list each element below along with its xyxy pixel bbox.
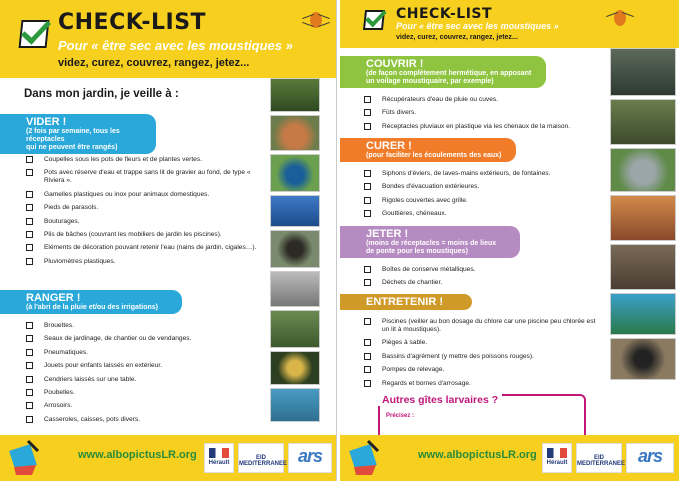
checklist-item[interactable]: Pots avec réserve d'eau et trappe sans lit de gravier au fond, de type « Riviera ».: [26, 169, 266, 185]
section-subtitle: de ponte pour les moustiques): [366, 248, 468, 255]
checklist-item[interactable]: Bassins d'agrément (y mettre des poissons rouges).: [364, 353, 602, 361]
checkbox[interactable]: [364, 197, 371, 204]
specify-field-label: Précisez :: [386, 413, 415, 419]
other-breeding-sites-title: Autres gîtes larvaires ?: [378, 394, 502, 406]
checklist-item[interactable]: Bouturages.: [26, 218, 266, 226]
section-header-curer: [340, 138, 516, 162]
checkbox[interactable]: [26, 402, 33, 409]
photo-watering-can: [270, 388, 320, 422]
mosquito-mascot-icon: [302, 6, 328, 32]
checkbox[interactable]: [364, 170, 371, 177]
section-subtitle: (pour faciliter les écoulements des eaux): [366, 152, 502, 159]
checklist-item[interactable]: Cendriers laissés sur une table.: [26, 376, 266, 384]
website-link[interactable]: www.albopictusLR.org: [418, 449, 537, 461]
checkbox[interactable]: [26, 258, 33, 265]
section-title: CURER !: [366, 140, 412, 152]
checkbox[interactable]: [364, 318, 371, 325]
photo-pool-cover: [270, 195, 320, 227]
photo-barrel: [270, 271, 320, 307]
photo-debris: [610, 244, 676, 290]
checkbox[interactable]: [26, 389, 33, 396]
checklist-item[interactable]: Siphons d'éviers, de laves-mains extérieurs, de fontaines.: [364, 170, 602, 178]
photo-barrel: [610, 99, 676, 145]
logo-herault: Hérault: [204, 443, 234, 473]
bucket-illustration-icon: [346, 437, 386, 477]
logo-herault: Hérault: [542, 443, 572, 473]
checklist-curer: [364, 170, 602, 224]
section-subtitle: (de façon complètement hermétique, en apposant: [366, 70, 532, 77]
mosquito-mascot-icon: [606, 4, 632, 30]
section-subtitle: (moins de réceptacles = moins de lieux: [366, 240, 497, 247]
other-breeding-sites-box[interactable]: [378, 394, 586, 440]
left-page: [0, 0, 337, 481]
section-header-jeter: [340, 226, 520, 258]
section-header-couvrir: [340, 56, 546, 88]
page-tagline: videz, curez, couvrez, rangez, jetez...: [396, 34, 518, 41]
checklist-jeter: [364, 266, 602, 293]
header-banner: [340, 0, 679, 48]
checklist-item[interactable]: Casseroles, caisses, pots divers.: [26, 416, 266, 424]
section-header-vider: [0, 114, 156, 154]
checklist-item[interactable]: Gouttières, chéneaux.: [364, 210, 602, 218]
checklist-item[interactable]: Eléments de décoration pouvant retenir l'eau (nains de jardin, cigales…).: [26, 244, 266, 252]
checkbox[interactable]: [26, 191, 33, 198]
photo-flower-pot: [270, 115, 320, 151]
checklist-item[interactable]: Seaux de jardinage, de chantier ou de vendanges.: [26, 335, 266, 343]
photo-strip: [610, 48, 676, 383]
checkbox[interactable]: [26, 169, 33, 176]
section-header-entretenir: [340, 294, 472, 310]
checkbox[interactable]: [26, 362, 33, 369]
photo-drain: [610, 338, 676, 380]
checkbox[interactable]: [26, 231, 33, 238]
checklist-entretenir: [364, 318, 602, 393]
photo-bucket: [270, 351, 320, 385]
checkbox[interactable]: [364, 123, 371, 130]
logo-ars: ars: [626, 443, 674, 473]
photo-gutter: [610, 148, 676, 192]
logo-eid: EID MEDITERRANEE: [238, 443, 284, 473]
checklist-item[interactable]: Pièges à sable.: [364, 339, 602, 347]
checkbox[interactable]: [364, 279, 371, 286]
checklist-item[interactable]: Arrosoirs.: [26, 402, 266, 410]
checkbox[interactable]: [26, 322, 33, 329]
page-title: CHECK-LIST: [396, 6, 493, 22]
footer-banner: [0, 435, 336, 481]
section-title: COUVRIR !: [366, 58, 424, 70]
checklist-item[interactable]: Jouets pour enfants laissés en extérieur.: [26, 362, 266, 370]
section-title: VIDER !: [26, 116, 67, 128]
photo-roof: [610, 195, 676, 241]
footer-banner: [340, 435, 679, 481]
checkbox[interactable]: [364, 339, 371, 346]
section-subtitle: un voilage moustiquaire, par exemple): [366, 78, 494, 85]
checklist-item[interactable]: Brouettes.: [26, 322, 266, 330]
checkbox[interactable]: [26, 156, 33, 163]
checklist-ranger: [26, 322, 266, 429]
section-subtitle: (2 fois par semaine, tous les réceptacles: [26, 128, 120, 143]
checklist-item[interactable]: Regards et bornes d'arrosage.: [364, 380, 602, 388]
checkbox-logo-icon: [19, 20, 50, 48]
logo-ars: ars: [288, 443, 332, 473]
bucket-illustration-icon: [6, 437, 46, 477]
checkbox[interactable]: [364, 109, 371, 116]
checkbox[interactable]: [364, 210, 371, 217]
checkbox[interactable]: [364, 183, 371, 190]
checklist-vider: [26, 156, 266, 271]
checkbox[interactable]: [26, 349, 33, 356]
section-title: ENTRETENIR !: [366, 296, 443, 308]
checkbox[interactable]: [26, 244, 33, 251]
section-subtitle: (à l'abri de la pluie et/ou des irrigations): [26, 304, 158, 311]
section-title: RANGER !: [26, 292, 81, 304]
checklist-item[interactable]: Pompes de relevage.: [364, 366, 602, 374]
website-link[interactable]: www.albopictusLR.org: [78, 449, 197, 461]
checklist-item[interactable]: Pluviomètres plastiques.: [26, 258, 266, 266]
header-banner: [0, 0, 336, 78]
right-page: [340, 0, 679, 481]
intro-text: Dans mon jardin, je veille à :: [24, 88, 179, 100]
section-header-ranger: [0, 290, 182, 314]
checklist-item[interactable]: Boîtes de conserve métalliques.: [364, 266, 602, 274]
checklist-item[interactable]: Poubelles.: [26, 389, 266, 397]
checklist-item[interactable]: Rigoles couvertes avec grille.: [364, 197, 602, 205]
checklist-item[interactable]: Réceptacles pluviaux en plastique via les chenaux de la maison.: [364, 123, 602, 131]
checklist-item[interactable]: Plis de bâches (couvrant les mobiliers de jardin les piscines).: [26, 231, 266, 239]
section-title: JETER !: [366, 228, 409, 240]
section-subtitle: qui ne peuvent être rangés): [26, 144, 118, 151]
checkbox[interactable]: [26, 204, 33, 211]
checklist-item[interactable]: Piscines (veiller au bon dosage du chlore car une piscine peu chlorée est un lit à moustiques).: [364, 318, 602, 334]
page-subtitle: Pour « être sec avec les moustiques »: [58, 38, 293, 53]
checkbox[interactable]: [364, 366, 371, 373]
checkbox[interactable]: [26, 335, 33, 342]
photo-water-tank: [610, 48, 676, 96]
page-title: CHECK-LIST: [58, 10, 207, 35]
checklist-item[interactable]: Fûts divers.: [364, 109, 602, 117]
page-tagline: videz, curez, couvrez, rangez, jetez...: [58, 57, 250, 69]
checkbox[interactable]: [364, 353, 371, 360]
checklist-item[interactable]: Pieds de parasols.: [26, 204, 266, 212]
logo-eid: EID MEDITERRANEE: [576, 443, 622, 473]
checklist-item[interactable]: Déchets de chantier.: [364, 279, 602, 287]
checklist-item[interactable]: Pneumatiques.: [26, 349, 266, 357]
page-subtitle: Pour « être sec avec les moustiques »: [396, 21, 559, 31]
checklist-item[interactable]: Bondes d'évacuation extérieures.: [364, 183, 602, 191]
checkbox[interactable]: [26, 416, 33, 423]
checklist-item[interactable]: Gamelles plastiques ou inox pour animaux domestiques.: [26, 191, 266, 199]
photo-pool-drain: [270, 154, 320, 192]
checkbox[interactable]: [364, 380, 371, 387]
photo-pool: [610, 293, 676, 335]
checkbox[interactable]: [26, 218, 33, 225]
checkbox[interactable]: [364, 96, 371, 103]
checkbox[interactable]: [26, 376, 33, 383]
checkbox[interactable]: [364, 266, 371, 273]
photo-container: [270, 230, 320, 268]
photo-wheelbarrow: [270, 310, 320, 348]
checklist-item[interactable]: Récupérateurs d'eau de pluie ou cuves.: [364, 96, 602, 104]
checklist-couvrir: [364, 96, 602, 136]
photo-strip: [270, 78, 320, 425]
checkbox-logo-icon: [363, 10, 385, 30]
checklist-item[interactable]: Coupelles sous les pots de fleurs et de plantes vertes.: [26, 156, 266, 164]
photo-garden: [270, 78, 320, 112]
